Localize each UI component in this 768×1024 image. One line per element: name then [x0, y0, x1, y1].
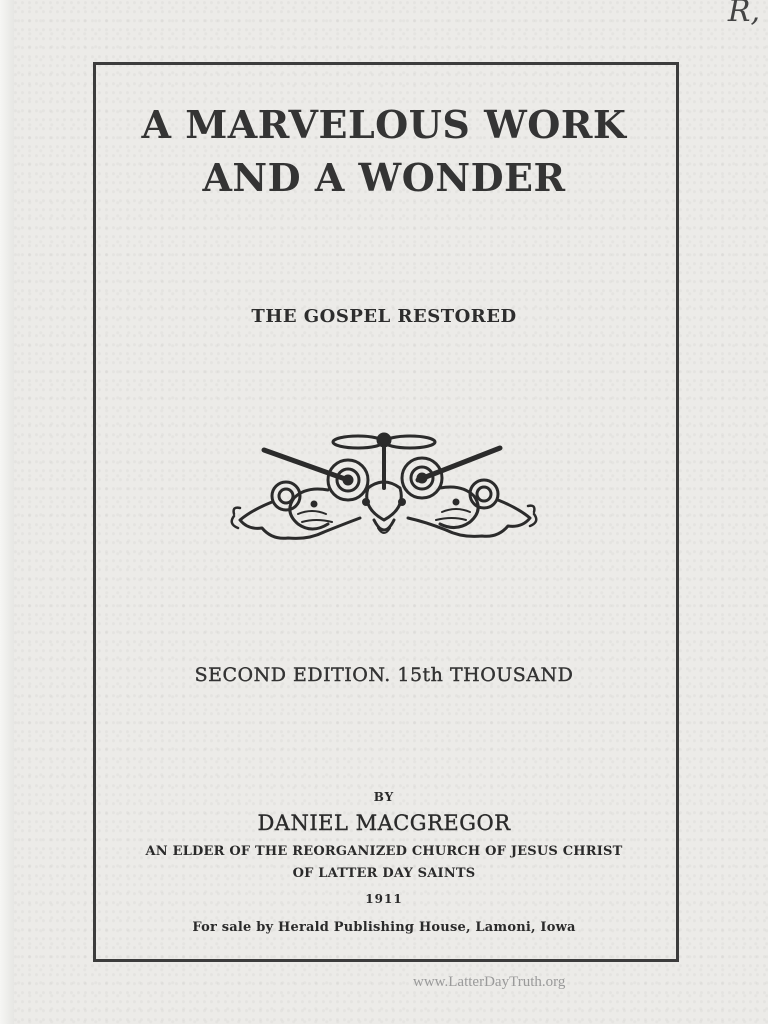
website-watermark: www.LatterDayTruth.org [413, 974, 566, 990]
publisher-sale-note: For sale by Herald Publishing House, Lamoni, Iowa [192, 920, 576, 935]
publication-year: 1911 [365, 892, 403, 906]
book-title-line-1: A MARVELOUS WORK [141, 102, 627, 147]
scrollwork-ornament-icon [228, 428, 540, 552]
book-subtitle: THE GOSPEL RESTORED [251, 306, 517, 327]
book-title-line-2: AND A WONDER [202, 155, 566, 200]
author-affiliation-line-2: OF LATTER DAY SAINTS [292, 866, 476, 881]
handwritten-corner-mark: R, [727, 0, 760, 29]
author-affiliation-line-1: AN ELDER OF THE REORGANIZED CHURCH OF JESUS CHRIST [145, 844, 623, 859]
byline-by: BY [373, 790, 395, 804]
author-name: DANIEL MACGREGOR [257, 811, 511, 835]
edition-note: SECOND EDITION. 15th THOUSAND [194, 664, 574, 686]
